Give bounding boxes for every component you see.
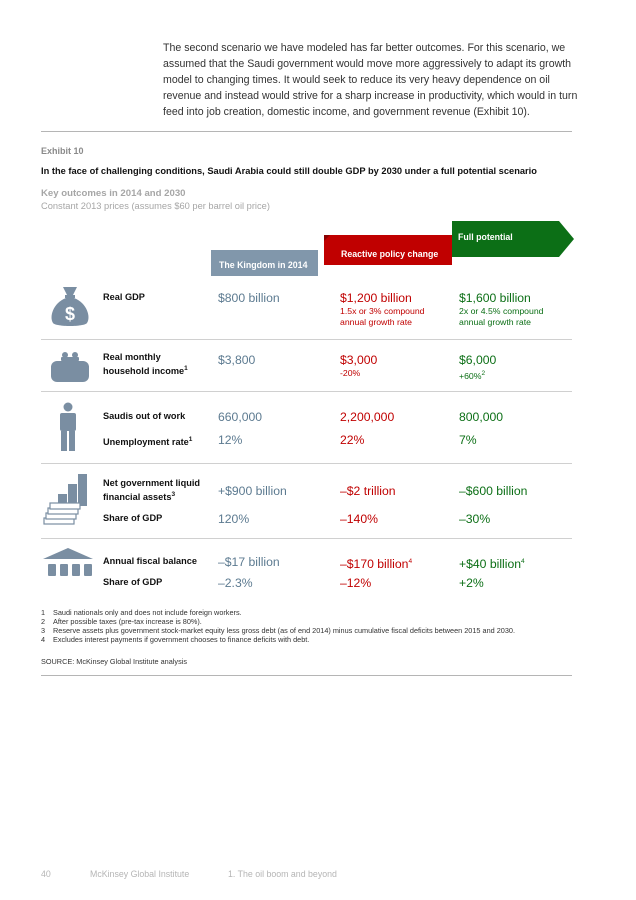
assets-full: –$600 billion	[459, 484, 528, 498]
income-full-change: +60%$^2$	[459, 370, 486, 381]
assets-share-full: –30%	[459, 512, 491, 526]
exhibit-label: Exhibit 10	[41, 146, 84, 156]
exhibit-subtitle: Key outcomes in 2014 and 2030	[41, 188, 186, 199]
label-fiscal-share-of-gdp: Share of GDP	[103, 577, 163, 587]
top-divider	[41, 131, 572, 132]
row-divider	[41, 538, 572, 539]
label-real-gdp: Real GDP	[103, 292, 145, 302]
row-divider	[41, 463, 572, 464]
gdp-full-note-1: 2x or 4.5% compound	[459, 306, 544, 316]
income-full: $6,000	[459, 353, 497, 367]
footnote: 3 Reserve assets plus government stock-market equity less gross debt (as of end 2014) minus cumulative fiscal deficits between 2015 and 2030.	[41, 626, 515, 635]
unemployment-reactive: 22%	[340, 433, 365, 447]
label-out-of-work: Saudis out of work	[103, 411, 186, 421]
source-note: SOURCE: McKinsey Global Institute analysis	[41, 657, 187, 666]
gdp-full-note-2: annual growth rate	[459, 317, 531, 327]
row-divider	[41, 391, 572, 392]
gdp-reactive-note-2: annual growth rate	[340, 317, 412, 327]
page-number: 40	[41, 869, 51, 879]
purse-icon	[48, 350, 92, 384]
row-divider	[41, 339, 572, 340]
label-unemployment-rate: Unemployment rate$^1$	[103, 436, 193, 448]
fiscal-reactive: –$170 billion$^4$	[340, 557, 413, 572]
income-reactive-change: -20%	[340, 368, 361, 378]
income-kingdom: $3,800	[218, 353, 256, 367]
exhibit-note: Constant 2013 prices (assumes $60 per barrel oil price)	[41, 201, 270, 211]
work-kingdom: 660,000	[218, 410, 263, 424]
footer-chapter: 1. The oil boom and beyond	[228, 869, 337, 879]
assets-reactive: –$2 trillion	[340, 484, 396, 498]
label-liquid-assets: Net government liquid financial assets$^3$	[103, 478, 200, 503]
money-bag-icon	[47, 283, 93, 329]
cash-stack-icon	[40, 472, 96, 528]
fiscal-share-kingdom: –2.3%	[218, 576, 253, 590]
unemployment-kingdom: 12%	[218, 433, 243, 447]
work-reactive: 2,200,000	[340, 410, 395, 424]
column-header-kingdom: The Kingdom in 2014	[211, 250, 318, 276]
fiscal-share-reactive: –12%	[340, 576, 372, 590]
column-header-reactive: Reactive policy change	[324, 235, 452, 265]
assets-kingdom: +$900 billion	[218, 484, 287, 498]
exhibit-title: In the face of challenging conditions, Saudi Arabia could still double GDP by 2030 under a full potential scenario	[41, 166, 537, 176]
label-household-income: Real monthly household income$^1$	[103, 352, 188, 377]
fiscal-share-full: +2%	[459, 576, 484, 590]
unemployment-full: 7%	[459, 433, 477, 447]
gdp-reactive: $1,200 billion	[340, 291, 412, 305]
fiscal-kingdom: –$17 billion	[218, 555, 280, 569]
label-assets-share-of-gdp: Share of GDP	[103, 513, 163, 523]
gdp-kingdom: $800 billion	[218, 291, 280, 305]
footnote: 4 Excludes interest payments if government chooses to finance deficits with debt.	[41, 635, 310, 644]
intro-paragraph: The second scenario we have modeled has far better outcomes. For this scenario, we assumed that the Saudi government would move more aggressively to adapt its growth model to changing times. It would seek to reduce its very heavy dependence on oil revenue and instead would strive for a sharp increase in productivity, which would in turn feed into job creation, domestic income, and government revenue (Exhibit 10).	[163, 42, 578, 118]
svg-text:$: $	[64, 304, 76, 324]
footnote: 1 Saudi nationals only and does not include foreign workers.	[41, 608, 242, 617]
gdp-reactive-note-1: 1.5x or 3% compound	[340, 306, 425, 316]
assets-share-kingdom: 120%	[218, 512, 250, 526]
work-full: 800,000	[459, 410, 504, 424]
bank-icon	[42, 547, 94, 581]
footnote: 2 After possible taxes (pre-tax increase is 80%).	[41, 617, 202, 626]
footer-publisher: McKinsey Global Institute	[90, 869, 190, 879]
assets-share-reactive: –140%	[340, 512, 378, 526]
label-fiscal-balance: Annual fiscal balance	[103, 556, 197, 566]
column-header-full-potential: Full potential	[452, 221, 559, 257]
fiscal-full: +$40 billion$^4$	[459, 557, 525, 572]
person-icon	[56, 402, 80, 452]
gdp-full: $1,600 billion	[459, 291, 531, 305]
bottom-divider	[41, 675, 572, 676]
income-reactive: $3,000	[340, 353, 378, 367]
